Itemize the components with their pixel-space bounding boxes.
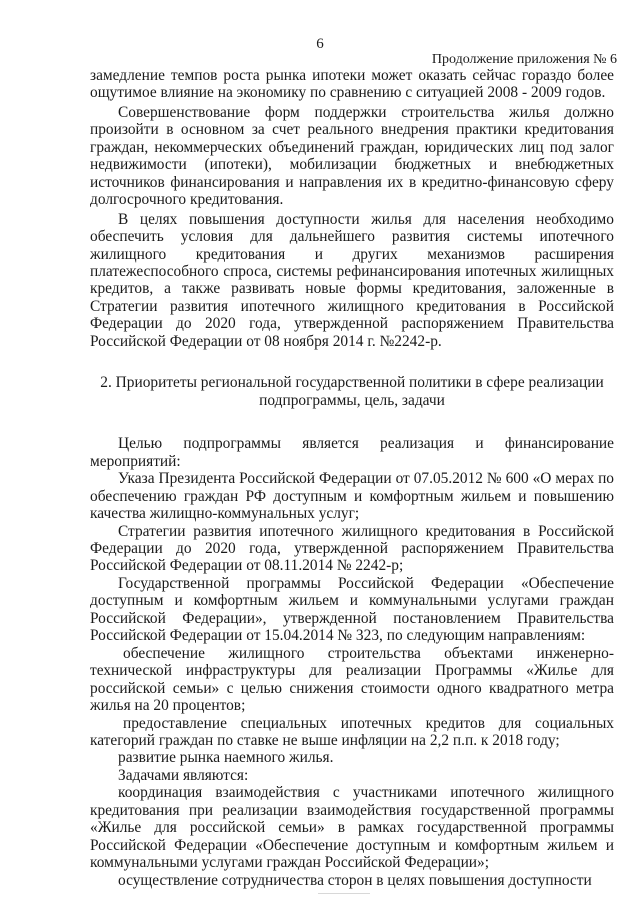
section-heading: 2. Приоритеты региональной государственной политики в сфере реализации подпрограммы, цель, задачи: [100, 374, 604, 409]
paragraph: Задачами являются:: [118, 766, 249, 784]
list-item: предоставление специальных ипотечных кредитов для социальных категорий граждан по ставке не выше инфляции на 2,2 п.п. к 2018 году;: [90, 714, 614, 749]
paragraph: замедление темпов роста рынка ипотеки может оказать сейчас гораздо более ощутимое влияние на экономику по сравнению с ситуацией 2008 - 2009 годов.: [90, 67, 614, 102]
page-number: 6: [316, 36, 324, 52]
scan-artifact: [318, 893, 370, 894]
list-item: осуществление сотрудничества сторон в целях повышения доступности: [118, 871, 592, 889]
list-item: развитие рынка наемного жилья.: [118, 749, 334, 767]
paragraph: Совершенствование форм поддержки строительства жилья должно произойти в основном за счет реального внедрения практики кредитования граждан, некоммерческих объединений граждан, юридических лиц под залог недвижимости (ипотеки), мобилизации бюджетных и внебюджетных источников финансирования и направления их в кредитно-финансовую сферу долгосрочного кредитования.: [90, 103, 614, 209]
paragraph: В целях повышения доступности жилья для населения необходимо обеспечить условия для дальнейшего развития системы ипотечного жилищного кредитования и других механизмов расширения платежеспособного спроса, системы рефинансирования ипотечных жилищных кредитов, а также развивать новые формы кредитования, заложенные в Стратегии развития ипотечного жилищного кредитования в Российской Федерации до 2020 года, утвержденной распоряжением Правительства Российской Федерации от 08 ноября 2014 г. №2242-р.: [90, 210, 614, 350]
paragraph: Государственной программы Российской Федерации «Обеспечение доступным и комфортным жильем и коммунальными услугами граждан Российской Федерации», утвержденной постановлением Правительства Российской Федерации от 15.04.2014 № 323, по следующим направлениям:: [90, 574, 614, 645]
appendix-continuation-label: Продолжение приложения № 6: [431, 52, 617, 67]
paragraph: Указа Президента Российской Федерации от 07.05.2012 № 600 «О мерах по обеспечению граждан РФ доступным и комфортным жильем и повышению качества жилищно-коммунальных услуг;: [90, 470, 614, 523]
paragraph: Стратегии развития ипотечного жилищного кредитования в Российской Федерации до 2020 года, утвержденной распоряжением Правительства Российской Федерации от 08.11.2014 № 2242-р;: [90, 522, 614, 575]
list-item: координация взаимодействия с участниками ипотечного жилищного кредитования при реализации взаимодействия государственной программы «Жилье для российской семьи» в рамках государственной программы Российской Федерации «Обеспечение доступным и комфортным жильем и коммунальными услугами граждан Российской Федерации»;: [90, 784, 614, 872]
document-body: [90, 67, 614, 889]
list-item: обеспечение жилищного строительства объектами инженерно-технической инфраструктуры для реализации Программы «Жилье для российской семьи» с целью снижения стоимости одного квадратного метра жилья на 20 процентов;: [90, 644, 614, 715]
paragraph: Целью подпрограммы является реализация и финансирование мероприятий:: [90, 435, 614, 470]
